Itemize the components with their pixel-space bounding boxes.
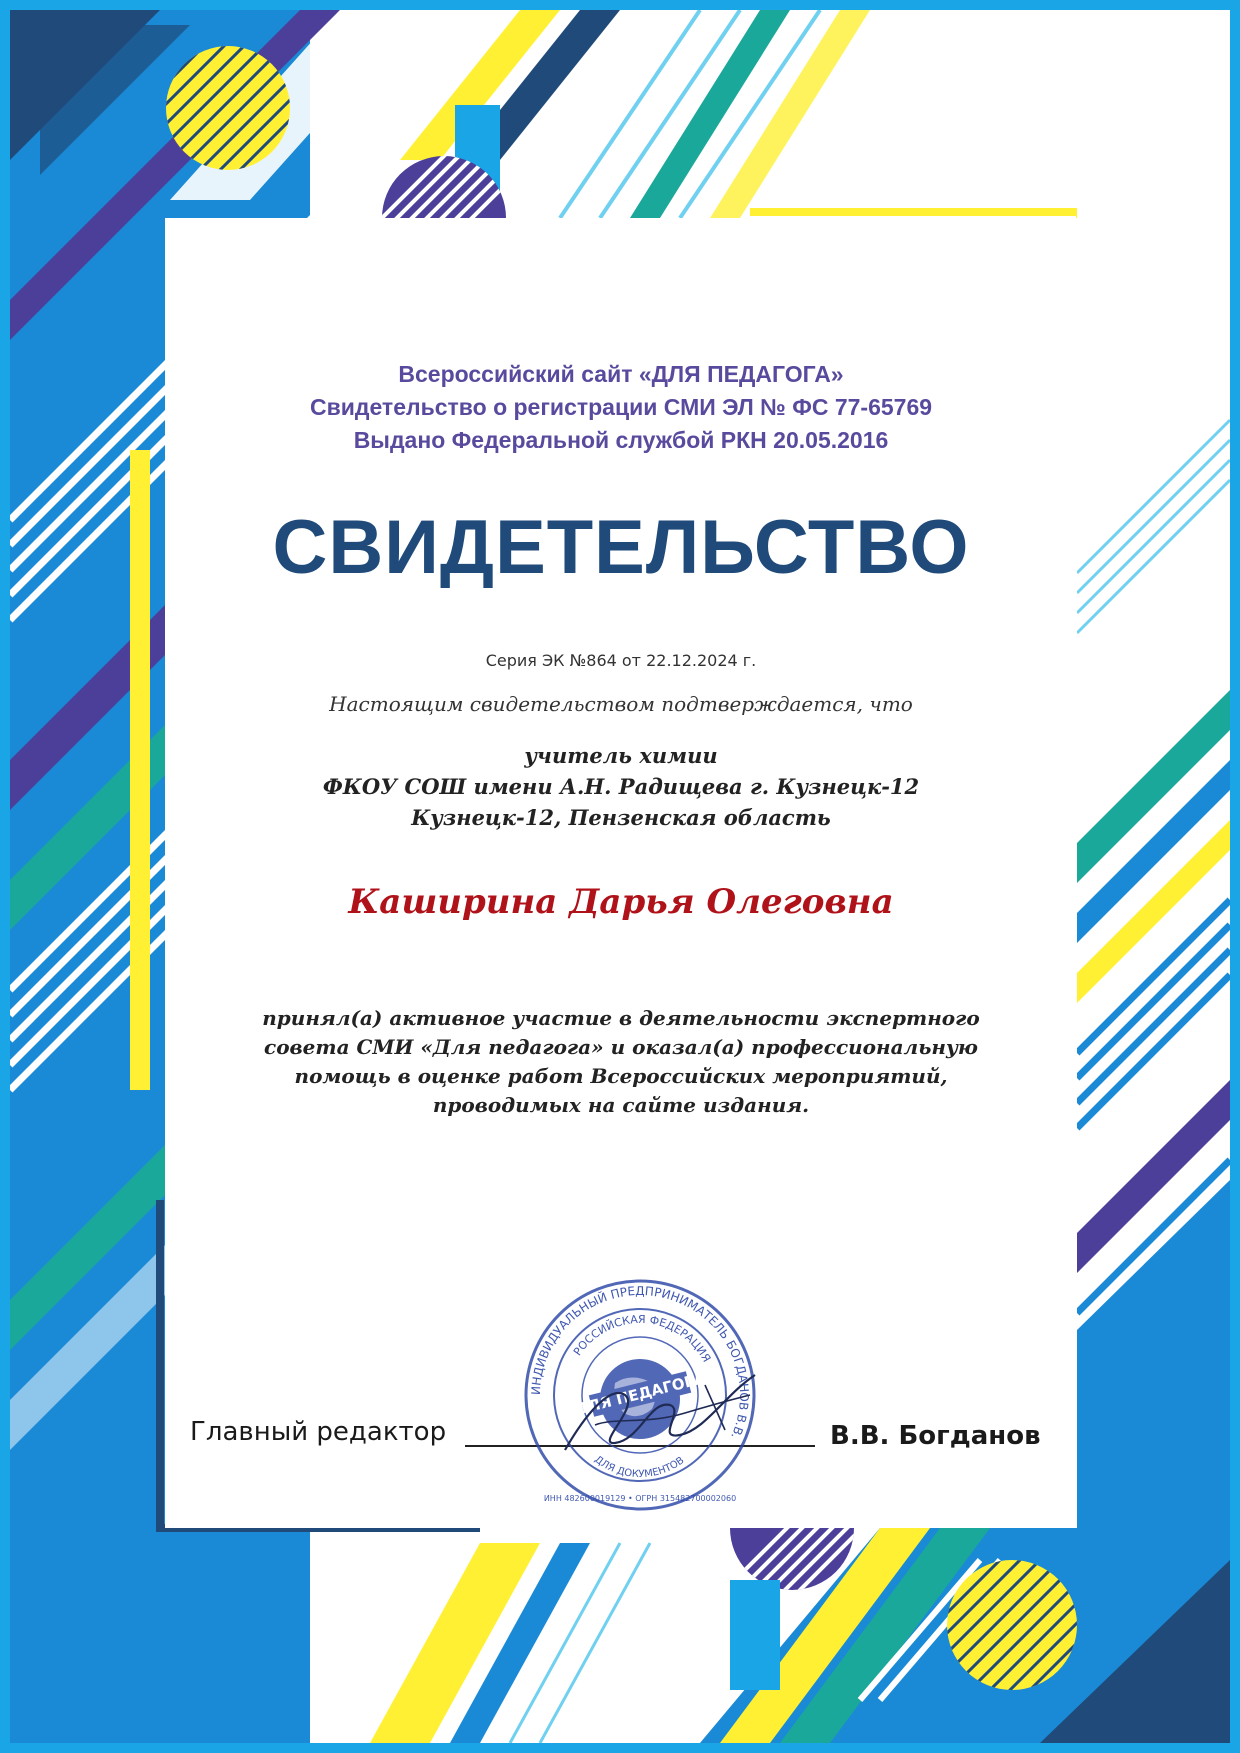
- recipient-organization: ФКОУ СОШ имени А.Н. Радищева г. Кузнецк-12: [322, 774, 920, 799]
- stamp-numbers-text: ИНН 482600019129 • ОГРН 315482700002060: [543, 1494, 737, 1503]
- description-line-2: совета СМИ «Для педагога» и оказал(а) профессиональную: [264, 1035, 978, 1059]
- signature-label: Главный редактор: [190, 1417, 447, 1447]
- handwritten-signature: [555, 1355, 765, 1465]
- description-line-4: проводимых на сайте издания.: [432, 1093, 810, 1117]
- achievement-description: [165, 1004, 1077, 1120]
- stamp-outer-text: ИНДИВИДУАЛЬНЫЙ ПРЕДПРИНИМАТЕЛЬ БОГДАНОВ В.В.: [528, 1283, 752, 1442]
- publisher-line-1: Всероссийский сайт «ДЛЯ ПЕДАГОГА»: [398, 361, 844, 387]
- publisher-info: [165, 358, 1077, 457]
- confirm-text: Настоящим свидетельством подтверждается, что: [329, 692, 913, 716]
- publisher-line-3: Выдано Федеральной службой РКН 20.05.2016: [353, 427, 889, 453]
- recipient-position: учитель химии: [524, 743, 718, 768]
- signatory-name: В.В. Богданов: [830, 1421, 1041, 1451]
- stamp-inner-text: РОССИЙСКАЯ ФЕДЕРАЦИЯ: [570, 1312, 714, 1365]
- recipient-details: [165, 740, 1077, 833]
- stamp-bottom-text: ДЛЯ ДОКУМЕНТОВ: [592, 1454, 687, 1481]
- description-line-3: помощь в оценке работ Всероссийских мероприятий,: [294, 1064, 948, 1088]
- publisher-line-2: Свидетельство о регистрации СМИ ЭЛ № ФС 77-65769: [309, 394, 933, 420]
- recipient-name: Каширина Дарья Олеговна: [348, 882, 894, 922]
- certificate-title: СВИДЕТЕЛЬСТВО: [272, 505, 970, 590]
- recipient-location: Кузнецк-12, Пензенская область: [411, 805, 831, 830]
- stamp-center-text: ДЛЯ ПЕДАГОГА: [572, 1369, 708, 1419]
- series-number: Серия ЭК №864 от 22.12.2024 г.: [485, 651, 757, 670]
- description-line-1: принял(а) активное участие в деятельности экспертного: [262, 1006, 980, 1030]
